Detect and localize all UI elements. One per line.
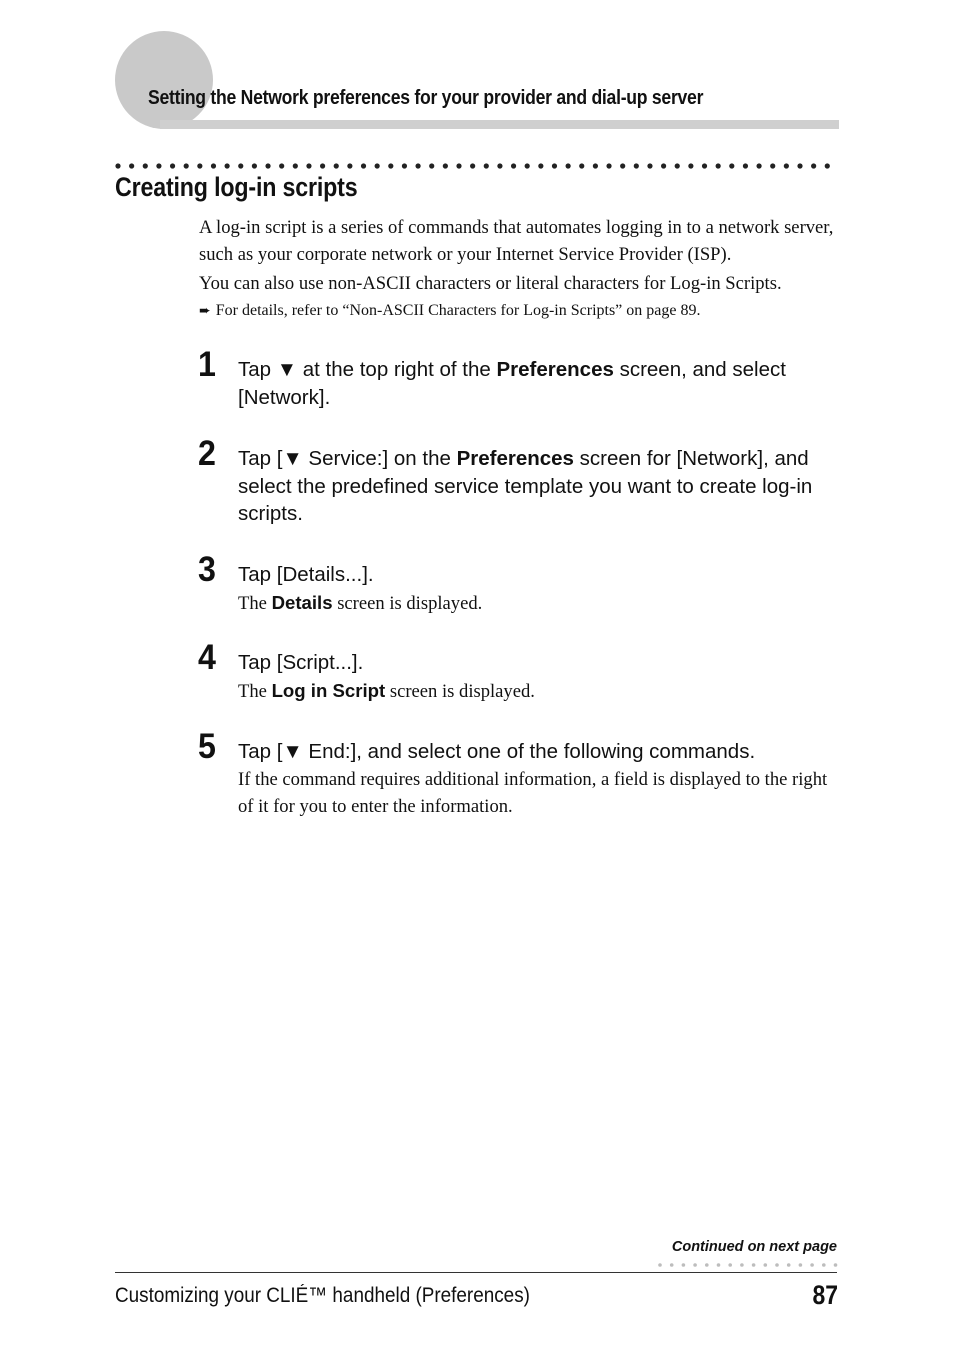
intro-paragraph-2: You can also use non-ASCII characters or literal characters for Log-in Scripts. (199, 273, 782, 294)
rule-dot (620, 163, 625, 168)
rule-dot (293, 163, 298, 168)
rule-dot (658, 1263, 662, 1267)
rule-dot (225, 163, 230, 168)
rule-dot (729, 163, 734, 168)
rule-dot (834, 1263, 838, 1267)
rule-dot (456, 163, 461, 168)
rule-dot (306, 163, 311, 168)
rule-dot (579, 163, 584, 168)
rule-dot (470, 163, 475, 168)
step-1-text-part: screen, and select [Network]. (238, 358, 786, 409)
rule-dot (752, 1263, 756, 1267)
rule-dot (415, 163, 420, 168)
rule-dot (702, 163, 707, 168)
rule-dot (184, 163, 189, 168)
rule-dot (810, 1263, 814, 1267)
rule-dot (728, 1263, 732, 1267)
step-1-ui-term: Preferences (496, 358, 614, 381)
rule-dot (770, 163, 775, 168)
rule-dot (115, 163, 120, 168)
rule-dot (143, 163, 148, 168)
rule-dot (156, 163, 161, 168)
step-4-note-part: screen is displayed. (385, 681, 535, 702)
rule-dot (525, 163, 530, 168)
rule-dot (279, 163, 284, 168)
step-note-3 (238, 589, 838, 617)
rule-dot (606, 163, 611, 168)
step-text-2 (238, 445, 838, 528)
step-number-3: 3 (198, 550, 216, 589)
step-text-4: Tap [Script...]. (238, 651, 364, 674)
rule-dot (497, 163, 502, 168)
step-2-text-part: Tap [▼ Service:] on the (238, 447, 457, 470)
rule-dot (661, 163, 666, 168)
rule-dot (320, 163, 325, 168)
intro-paragraphs (199, 214, 839, 297)
rule-dot (756, 163, 761, 168)
footer-rule (115, 1272, 837, 1273)
arrow-right-icon: ➨ (199, 303, 211, 319)
rule-dot (717, 1263, 721, 1267)
rule-dot (429, 163, 434, 168)
rule-dot (443, 163, 448, 168)
step-3-screen-name: Details (271, 592, 333, 613)
rule-dot (197, 163, 202, 168)
step-text-3: Tap [Details...]. (238, 563, 374, 586)
page-number: 87 (812, 1280, 838, 1310)
rule-dot (740, 1263, 744, 1267)
rule-dot (716, 163, 721, 168)
continued-dotted-rule (658, 1262, 838, 1268)
rule-dot (484, 163, 489, 168)
rule-dot (265, 163, 270, 168)
rule-dot (797, 163, 802, 168)
header-bar-decoration (160, 120, 839, 129)
rule-dot (552, 163, 557, 168)
rule-dot (211, 163, 216, 168)
rule-dot (170, 163, 175, 168)
rule-dot (647, 163, 652, 168)
rule-dot (688, 163, 693, 168)
rule-dot (693, 1263, 697, 1267)
step-1-text-part: Tap ▼ at the top right of the (238, 358, 497, 381)
rule-dot (634, 163, 639, 168)
step-text-1 (238, 356, 838, 411)
step-number-2: 2 (198, 434, 216, 473)
chapter-header-title: Setting the Network preferences for your provider and dial-up server (148, 87, 704, 109)
rule-dot (682, 1263, 686, 1267)
rule-dot (811, 163, 816, 168)
reference-text: For details, refer to “Non-ASCII Characters for Log-in Scripts” on page 89. (215, 302, 701, 319)
step-3-note-part: screen is displayed. (332, 593, 483, 614)
rule-dot (334, 163, 339, 168)
dotted-rule (115, 161, 837, 171)
rule-dot (511, 163, 516, 168)
rule-dot (375, 163, 380, 168)
step-number-1: 1 (198, 345, 216, 384)
rule-dot (402, 163, 407, 168)
footer-chapter-title: Customizing your CLIÉ™ handheld (Preferences) (115, 1284, 530, 1307)
rule-dot (388, 163, 393, 168)
rule-dot (566, 163, 571, 168)
continued-label: Continued on next page (671, 1239, 837, 1255)
rule-dot (538, 163, 543, 168)
step-number-4: 4 (198, 638, 216, 677)
rule-dot (764, 1263, 768, 1267)
rule-dot (787, 1263, 791, 1267)
step-number-5: 5 (198, 727, 216, 766)
intro-paragraph-1: A log-in script is a series of commands that automates logging in to a network server, such as your corporate network or your Internet Service Provider (ISP). (199, 217, 834, 265)
rule-dot (825, 163, 830, 168)
rule-dot (361, 163, 366, 168)
rule-dot (238, 163, 243, 168)
step-2-text-part: screen for [Network], and select the predefined service template you want to create log-in scripts. (238, 447, 813, 525)
header-circle-decoration (115, 31, 213, 129)
rule-dot (799, 1263, 803, 1267)
step-note-5: If the command requires additional information, a field is displayed to the right of it for you to enter the information. (238, 769, 828, 817)
rule-dot (775, 1263, 779, 1267)
section-title: Creating log-in scripts (115, 172, 358, 202)
rule-dot (705, 1263, 709, 1267)
step-note-4 (238, 677, 838, 705)
rule-dot (822, 1263, 826, 1267)
step-text-5: Tap [▼ End:], and select one of the following commands. (238, 740, 756, 763)
rule-dot (784, 163, 789, 168)
step-4-note-part: The (238, 681, 272, 702)
step-4-screen-name: Log in Script (271, 680, 386, 701)
rule-dot (347, 163, 352, 168)
rule-dot (675, 163, 680, 168)
rule-dot (743, 163, 748, 168)
reference-note (199, 302, 700, 320)
rule-dot (593, 163, 598, 168)
step-2-ui-term: Preferences (456, 447, 574, 470)
rule-dot (670, 1263, 674, 1267)
rule-dot (252, 163, 257, 168)
rule-dot (129, 163, 134, 168)
step-3-note-part: The (238, 593, 272, 614)
